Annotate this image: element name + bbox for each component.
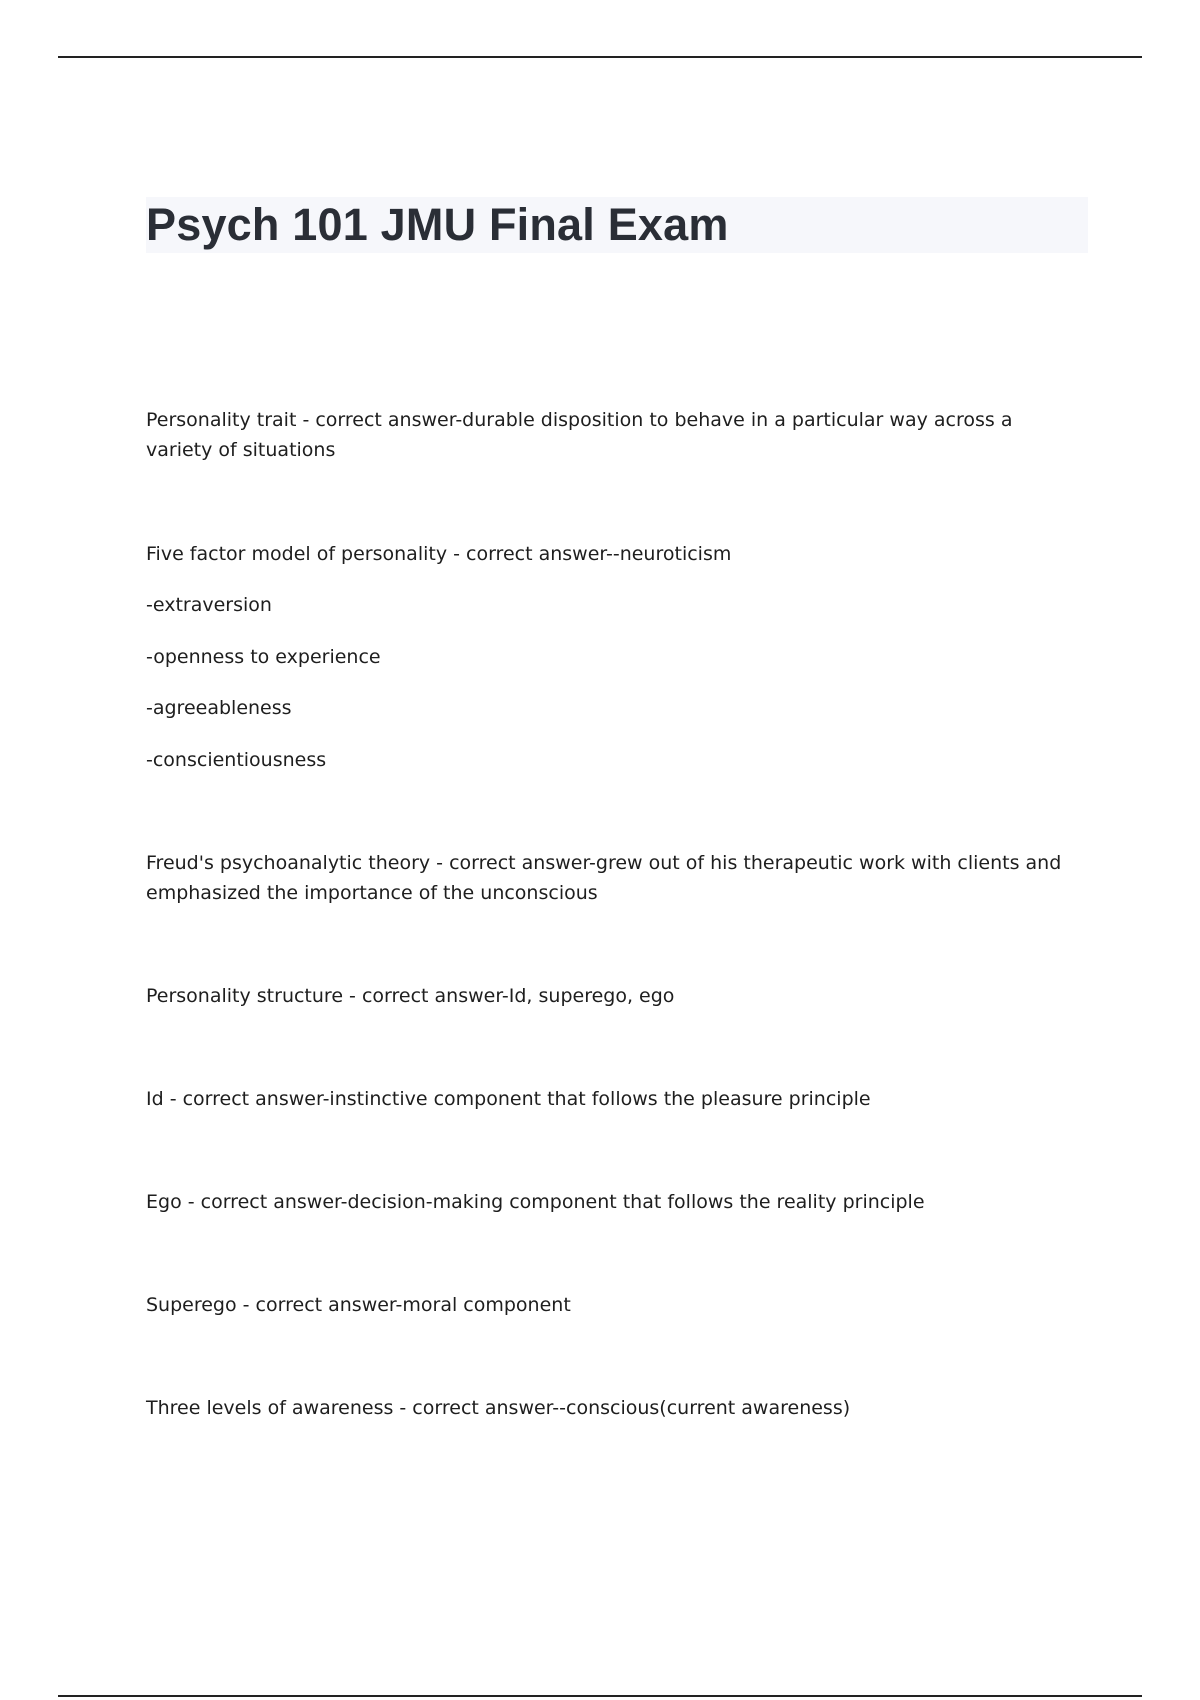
- document-title: Psych 101 JMU Final Exam: [146, 199, 729, 250]
- qa-entry-personality-trait: Personality trait - correct answer-durable disposition to behave in a particular way across a variety of situations: [146, 409, 1013, 461]
- list-item-conscientiousness: -conscientiousness: [146, 749, 327, 771]
- qa-entry-personality-structure: Personality structure - correct answer-Id, superego, ego: [146, 985, 675, 1007]
- qa-entry-superego: Superego - correct answer-moral component: [146, 1294, 571, 1316]
- top-divider: [58, 56, 1142, 58]
- qa-entry-ego: Ego - correct answer-decision-making component that follows the reality principle: [146, 1191, 925, 1213]
- list-item-extraversion: -extraversion: [146, 594, 272, 616]
- bottom-divider: [58, 1695, 1142, 1697]
- qa-entry-five-factor-model: Five factor model of personality - correct answer--neuroticism: [146, 543, 732, 565]
- qa-entry-id: Id - correct answer-instinctive component that follows the pleasure principle: [146, 1088, 871, 1110]
- list-item-agreeableness: -agreeableness: [146, 697, 292, 719]
- list-item-openness: -openness to experience: [146, 646, 381, 668]
- qa-entry-levels-of-awareness: Three levels of awareness - correct answer--conscious(current awareness): [146, 1397, 851, 1419]
- qa-entry-freud-theory: Freud's psychoanalytic theory - correct answer-grew out of his therapeutic work with clients and emphasized the importance of the unconscious: [146, 852, 1062, 904]
